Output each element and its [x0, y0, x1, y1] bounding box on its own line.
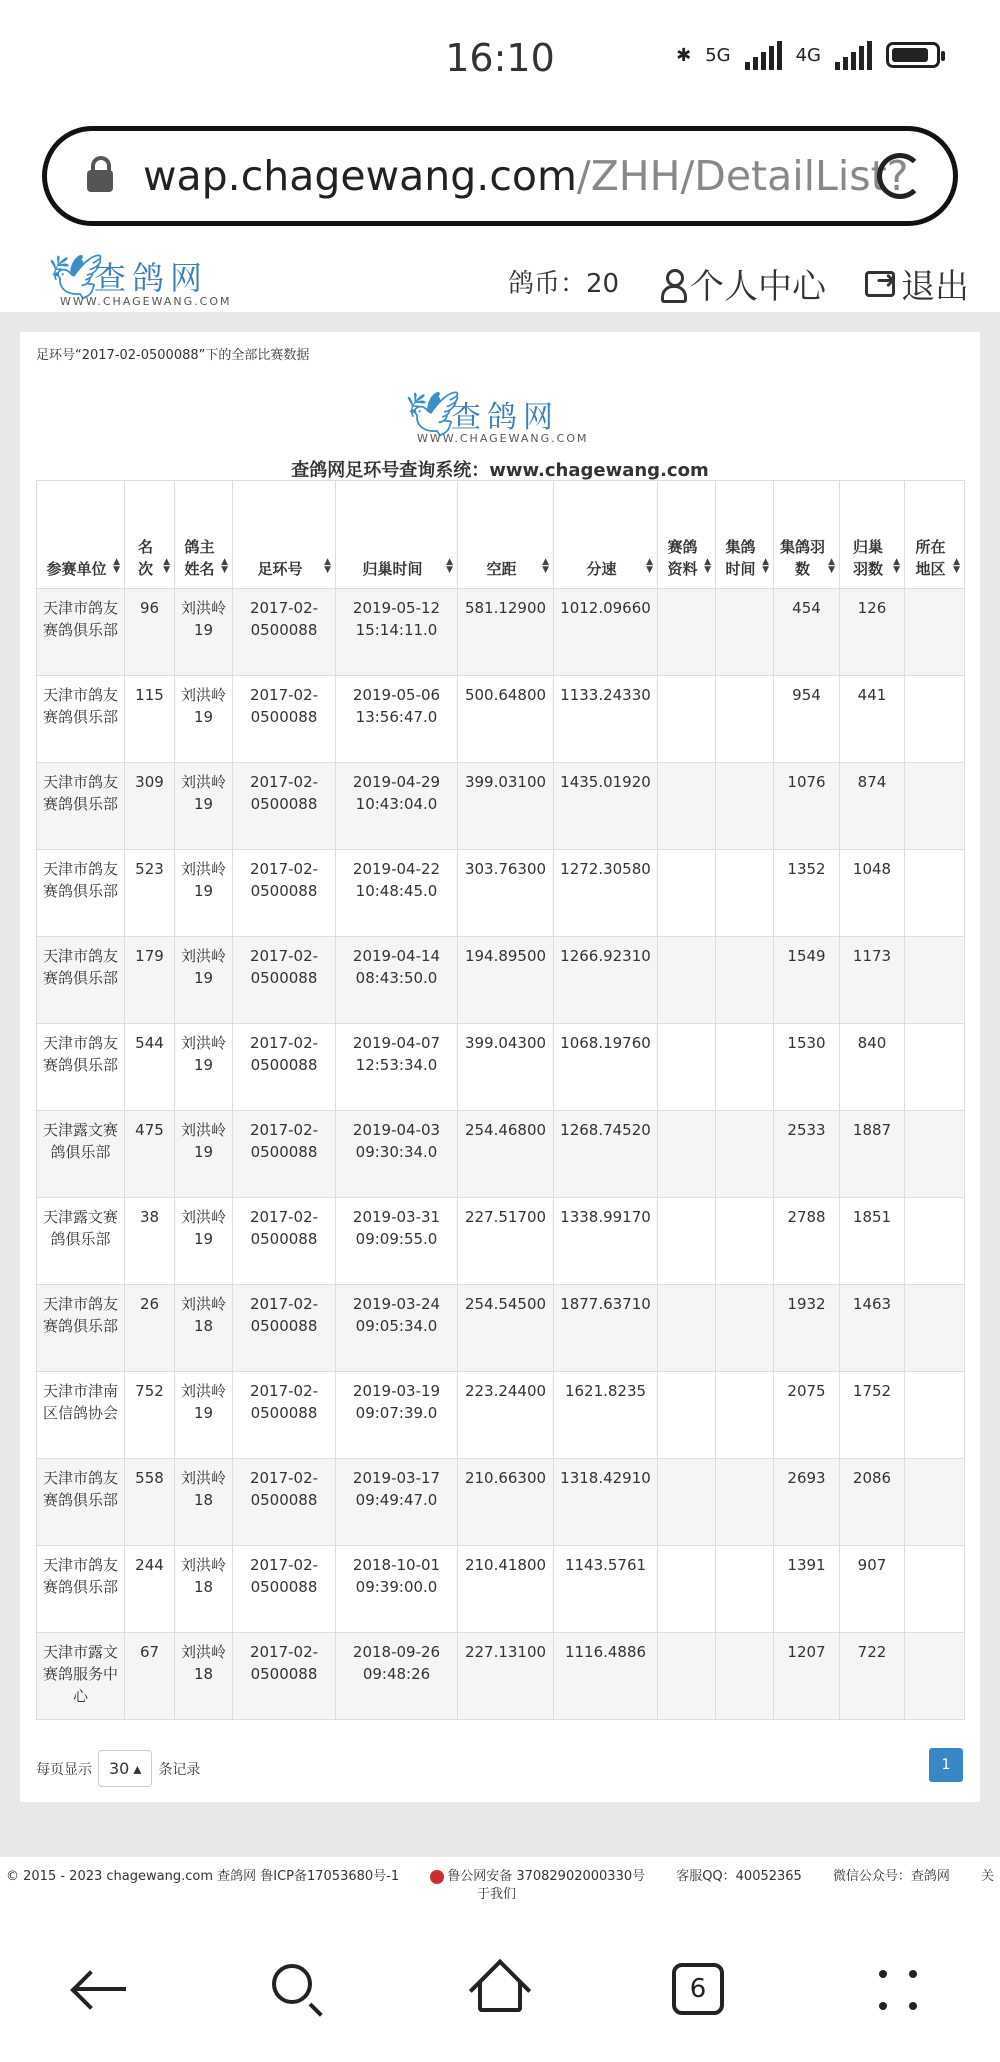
page-caption: 足环号“2017-02-0500088”下的全部比赛数据: [36, 348, 310, 363]
system-title: 查鸽网足环号查询系统：www.chagewang.com: [291, 460, 709, 481]
column-header[interactable]: 足环号 ▲ ▼: [233, 481, 336, 589]
table-cell: 2017-02-0500088: [233, 1198, 336, 1285]
table-cell: 1048: [840, 850, 905, 937]
table-cell: 2018-09-26 09:48:26: [336, 1633, 458, 1720]
bluetooth-icon: ✱: [676, 44, 692, 66]
table-cell: 刘洪岭18: [175, 1633, 233, 1720]
table-cell: [716, 589, 774, 676]
table-cell: 刘洪岭19: [175, 850, 233, 937]
table-cell: 刘洪岭19: [175, 763, 233, 850]
table-cell: 1266.92310: [554, 937, 658, 1024]
table-cell: 544: [125, 1024, 175, 1111]
table-cell: 210.66300: [458, 1459, 554, 1546]
table-cell: 454: [774, 589, 840, 676]
table-cell: 1173: [840, 937, 905, 1024]
table-cell: 天津市津南区信鸽协会: [37, 1372, 125, 1459]
status-icons: [676, 40, 940, 70]
site-footer: [0, 1868, 1000, 1904]
table-cell: 309: [125, 763, 175, 850]
column-header[interactable]: 所在地区 ▲ ▼: [905, 481, 965, 589]
sort-icon: ▲ ▼: [221, 557, 228, 575]
table-cell: 67: [125, 1633, 175, 1720]
table-cell: 2019-04-03 09:30:34.0: [336, 1111, 458, 1198]
home-icon[interactable]: [472, 1960, 528, 2016]
column-header[interactable]: 赛鸽资料 ▲ ▼: [658, 481, 716, 589]
table-cell: [716, 850, 774, 937]
table-cell: [658, 1198, 716, 1285]
table-cell: 天津市鸽友赛鸽俱乐部: [37, 1546, 125, 1633]
table-cell: 2017-02-0500088: [233, 1459, 336, 1546]
table-row: [37, 1372, 965, 1459]
table-cell: 1887: [840, 1111, 905, 1198]
table-cell: [905, 1372, 965, 1459]
table-cell: 刘洪岭19: [175, 589, 233, 676]
table-cell: 115: [125, 676, 175, 763]
table-cell: 刘洪岭19: [175, 1111, 233, 1198]
table-cell: 2017-02-0500088: [233, 1633, 336, 1720]
table-row: [37, 1546, 965, 1633]
sort-icon: ▲ ▼: [324, 557, 331, 575]
table-cell: 523: [125, 850, 175, 937]
column-header[interactable]: 鸽主姓名 ▲ ▼: [175, 481, 233, 589]
table-cell: 2017-02-0500088: [233, 1285, 336, 1372]
pigeon-logo-icon: 🕊: [48, 252, 104, 303]
table-cell: [905, 1633, 965, 1720]
table-cell: 2017-02-0500088: [233, 1546, 336, 1633]
table-cell: [658, 1372, 716, 1459]
table-cell: [716, 1111, 774, 1198]
table-cell: 2788: [774, 1198, 840, 1285]
page-size-select[interactable]: 30 ▴: [98, 1750, 152, 1787]
table-cell: [658, 1024, 716, 1111]
status-bar: [0, 0, 1000, 115]
results-panel: [20, 332, 980, 1802]
table-cell: 558: [125, 1459, 175, 1546]
signal-icon-2: [835, 40, 872, 70]
table-cell: 2019-03-17 09:49:47.0: [336, 1459, 458, 1546]
table-cell: 天津市露文赛鸽服务中心: [37, 1633, 125, 1720]
table-cell: 刘洪岭19: [175, 1372, 233, 1459]
table-cell: 179: [125, 937, 175, 1024]
table-cell: 1435.01920: [554, 763, 658, 850]
table-cell: 2019-04-07 12:53:34.0: [336, 1024, 458, 1111]
table-row: [37, 763, 965, 850]
table-cell: 210.41800: [458, 1546, 554, 1633]
table-cell: 475: [125, 1111, 175, 1198]
table-cell: 1621.8235: [554, 1372, 658, 1459]
user-icon: [660, 269, 686, 299]
table-cell: [716, 676, 774, 763]
table-cell: [905, 1459, 965, 1546]
results-table: [36, 480, 965, 1720]
table-cell: 441: [840, 676, 905, 763]
table-body: [37, 589, 965, 1720]
status-time: 16:10: [445, 36, 555, 80]
table-cell: [658, 676, 716, 763]
per-page-prefix: 每页显示: [36, 1761, 92, 1778]
table-cell: 1012.09660: [554, 589, 658, 676]
table-cell: [716, 937, 774, 1024]
sort-icon: ▲ ▼: [542, 557, 549, 575]
battery-icon: [886, 42, 940, 68]
table-cell: 天津市鸽友赛鸽俱乐部: [37, 589, 125, 676]
table-cell: [905, 1546, 965, 1633]
table-cell: 1549: [774, 937, 840, 1024]
coin-balance: 鸽币：20: [508, 269, 620, 299]
search-icon[interactable]: [272, 1964, 312, 2004]
table-cell: 2693: [774, 1459, 840, 1546]
wechat-account: 微信公众号：查鸽网: [832, 1869, 950, 1884]
table-cell: [658, 1111, 716, 1198]
pigeon-logo-icon: 🕊: [405, 389, 461, 440]
table-cell: [905, 1285, 965, 1372]
table-cell: 2017-02-0500088: [233, 937, 336, 1024]
table-cell: 2086: [840, 1459, 905, 1546]
user-center-link[interactable]: 个人中心: [660, 259, 826, 308]
sort-icon: ▲ ▼: [704, 557, 711, 575]
table-cell: 2017-02-0500088: [233, 1024, 336, 1111]
table-cell: 227.51700: [458, 1198, 554, 1285]
site-header: [0, 245, 1000, 315]
sort-icon: ▲ ▼: [828, 557, 835, 575]
table-row: [37, 1198, 965, 1285]
column-header[interactable]: 集鸽时间 ▲ ▼: [716, 481, 774, 589]
table-cell: 1318.42910: [554, 1459, 658, 1546]
service-qq: 客服QQ：40052365: [676, 1869, 802, 1884]
caret-up-icon: ▴: [133, 1759, 142, 1778]
url-text[interactable]: wap.chagewang.com/ZHH/DetailList?: [143, 152, 909, 200]
table-cell: 254.46800: [458, 1111, 554, 1198]
table-cell: 刘洪岭19: [175, 1198, 233, 1285]
tabs-button[interactable]: 6: [672, 1963, 724, 2015]
table-cell: 1463: [840, 1285, 905, 1372]
table-cell: 1851: [840, 1198, 905, 1285]
logout-link[interactable]: ➜ 退出: [865, 259, 969, 308]
table-cell: 刘洪岭19: [175, 937, 233, 1024]
page-size-control: [36, 1750, 200, 1787]
table-cell: [716, 1546, 774, 1633]
reload-icon[interactable]: [877, 153, 923, 199]
table-cell: [716, 1198, 774, 1285]
table-row: [37, 1024, 965, 1111]
table-cell: 2017-02-0500088: [233, 763, 336, 850]
table-cell: 天津市鸽友赛鸽俱乐部: [37, 763, 125, 850]
table-cell: [905, 763, 965, 850]
table-row: [37, 937, 965, 1024]
sort-icon: ▲ ▼: [953, 557, 960, 575]
table-cell: [716, 763, 774, 850]
table-cell: [658, 937, 716, 1024]
sort-icon: ▲ ▼: [893, 557, 900, 575]
table-header-row: [37, 481, 965, 589]
table-cell: 刘洪岭18: [175, 1285, 233, 1372]
table-cell: [905, 589, 965, 676]
table-cell: 2017-02-0500088: [233, 850, 336, 937]
signal-icon: [745, 40, 782, 70]
table-cell: [905, 937, 965, 1024]
table-cell: 1207: [774, 1633, 840, 1720]
table-cell: 1932: [774, 1285, 840, 1372]
table-cell: 223.24400: [458, 1372, 554, 1459]
per-page-suffix: 条记录: [158, 1761, 201, 1778]
table-cell: [658, 850, 716, 937]
table-cell: 2017-02-0500088: [233, 1372, 336, 1459]
table-cell: 1133.24330: [554, 676, 658, 763]
back-arrow-icon[interactable]: [72, 1968, 128, 2012]
table-cell: [716, 1372, 774, 1459]
table-cell: 1391: [774, 1546, 840, 1633]
table-cell: 天津露文赛鸽俱乐部: [37, 1198, 125, 1285]
table-cell: 2533: [774, 1111, 840, 1198]
table-row: [37, 1633, 965, 1720]
content-logo: 🕊 查鸽网 WWW.CHAGEWANG.COM: [405, 389, 589, 445]
table-row: [37, 850, 965, 937]
table-cell: 752: [125, 1372, 175, 1459]
table-cell: 399.04300: [458, 1024, 554, 1111]
column-header[interactable]: 参赛单位 ▲ ▼: [37, 481, 125, 589]
table-cell: 2019-04-29 10:43:04.0: [336, 763, 458, 850]
table-cell: 1268.74520: [554, 1111, 658, 1198]
table-cell: [905, 1111, 965, 1198]
table-cell: 1272.30580: [554, 850, 658, 937]
table-cell: 874: [840, 763, 905, 850]
site-logo[interactable]: 🕊 查鸽网 WWW.CHAGEWANG.COM: [48, 252, 232, 308]
police-record-link[interactable]: 鲁公网安备 37082902000330号: [430, 1868, 645, 1886]
table-cell: 天津市鸽友赛鸽俱乐部: [37, 1285, 125, 1372]
table-cell: [905, 1198, 965, 1285]
table-cell: 227.13100: [458, 1633, 554, 1720]
table-cell: [716, 1024, 774, 1111]
table-cell: 2019-05-06 13:56:47.0: [336, 676, 458, 763]
table-row: [37, 1111, 965, 1198]
table-cell: [658, 1633, 716, 1720]
table-cell: 1530: [774, 1024, 840, 1111]
table-cell: 194.89500: [458, 937, 554, 1024]
table-cell: 刘洪岭19: [175, 676, 233, 763]
address-bar[interactable]: [42, 126, 958, 226]
logout-icon: [865, 271, 895, 297]
table-cell: 1143.5761: [554, 1546, 658, 1633]
table-cell: 1068.19760: [554, 1024, 658, 1111]
table-cell: 581.12900: [458, 589, 554, 676]
table-cell: [716, 1459, 774, 1546]
table-row: [37, 676, 965, 763]
column-header[interactable]: 空距 ▲ ▼: [458, 481, 554, 589]
copyright-text: © 2015 - 2023 chagewang.com 查鸽网 鲁ICP备17053680号-1: [6, 1869, 400, 1884]
column-header[interactable]: 归巢羽数 ▲ ▼: [840, 481, 905, 589]
table-cell: 254.54500: [458, 1285, 554, 1372]
table-cell: 2018-10-01 09:39:00.0: [336, 1546, 458, 1633]
table-row: [37, 1459, 965, 1546]
sort-icon: ▲ ▼: [113, 557, 120, 575]
table-cell: 2019-03-31 09:09:55.0: [336, 1198, 458, 1285]
table-cell: 2017-02-0500088: [233, 589, 336, 676]
table-cell: 刘洪岭18: [175, 1546, 233, 1633]
column-header[interactable]: 名次 ▲ ▼: [125, 481, 175, 589]
table-cell: [658, 1546, 716, 1633]
table-cell: 1352: [774, 850, 840, 937]
table-cell: 954: [774, 676, 840, 763]
table-cell: 天津露文赛鸽俱乐部: [37, 1111, 125, 1198]
table-cell: [905, 1024, 965, 1111]
table-cell: 126: [840, 589, 905, 676]
network-5g-label: 5G: [705, 44, 731, 66]
table-cell: 1752: [840, 1372, 905, 1459]
about-link-part2[interactable]: 于我们: [477, 1887, 517, 1902]
table-cell: 1338.99170: [554, 1198, 658, 1285]
table-cell: 天津市鸽友赛鸽俱乐部: [37, 1024, 125, 1111]
table-cell: 2075: [774, 1372, 840, 1459]
lock-icon[interactable]: [87, 170, 113, 192]
table-row: [37, 589, 965, 676]
column-header[interactable]: 集鸽羽数 ▲ ▼: [774, 481, 840, 589]
table-cell: [905, 676, 965, 763]
table-cell: 2019-03-19 09:07:39.0: [336, 1372, 458, 1459]
sort-icon: ▲ ▼: [762, 557, 769, 575]
table-cell: [716, 1285, 774, 1372]
table-cell: [658, 589, 716, 676]
column-header[interactable]: 归巢时间 ▲ ▼: [336, 481, 458, 589]
table-cell: 399.03100: [458, 763, 554, 850]
table-cell: 2017-02-0500088: [233, 1111, 336, 1198]
sort-icon: ▲ ▼: [646, 557, 653, 575]
table-cell: 722: [840, 1633, 905, 1720]
table-cell: 1116.4886: [554, 1633, 658, 1720]
table-cell: 1076: [774, 763, 840, 850]
page-button-current[interactable]: 1: [929, 1748, 963, 1782]
network-4g-label: 4G: [795, 44, 821, 66]
table-cell: 2017-02-0500088: [233, 676, 336, 763]
table-cell: [658, 1459, 716, 1546]
table-cell: [716, 1633, 774, 1720]
table-cell: 907: [840, 1546, 905, 1633]
table-cell: 38: [125, 1198, 175, 1285]
table-cell: 天津市鸽友赛鸽俱乐部: [37, 937, 125, 1024]
table-cell: 2019-04-14 08:43:50.0: [336, 937, 458, 1024]
table-cell: 天津市鸽友赛鸽俱乐部: [37, 850, 125, 937]
table-cell: 2019-03-24 09:05:34.0: [336, 1285, 458, 1372]
police-badge-icon: [430, 1870, 444, 1884]
table-cell: 天津市鸽友赛鸽俱乐部: [37, 1459, 125, 1546]
sort-icon: ▲ ▼: [163, 557, 170, 575]
table-cell: [905, 850, 965, 937]
table-cell: [658, 1285, 716, 1372]
table-cell: 2019-04-22 10:48:45.0: [336, 850, 458, 937]
table-cell: 刘洪岭19: [175, 1024, 233, 1111]
table-cell: 303.76300: [458, 850, 554, 937]
about-link-part1[interactable]: 关: [980, 1869, 994, 1884]
table-cell: 500.64800: [458, 676, 554, 763]
table-cell: [658, 763, 716, 850]
table-cell: 天津市鸽友赛鸽俱乐部: [37, 676, 125, 763]
table-cell: 244: [125, 1546, 175, 1633]
table-cell: 840: [840, 1024, 905, 1111]
column-header[interactable]: 分速 ▲ ▼: [554, 481, 658, 589]
table-cell: 2019-05-12 15:14:11.0: [336, 589, 458, 676]
menu-dots-icon[interactable]: [875, 1968, 925, 2018]
table-cell: 96: [125, 589, 175, 676]
sort-icon: ▲ ▼: [446, 557, 453, 575]
table-cell: 刘洪岭18: [175, 1459, 233, 1546]
table-row: [37, 1285, 965, 1372]
table-cell: 26: [125, 1285, 175, 1372]
table-cell: 1877.63710: [554, 1285, 658, 1372]
